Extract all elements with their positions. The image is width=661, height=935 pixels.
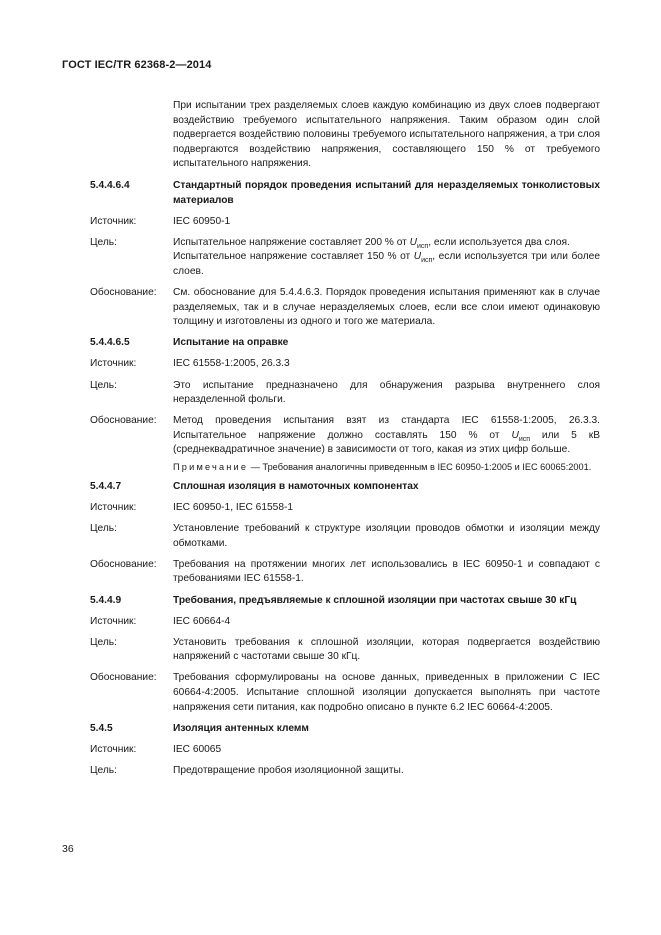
- purpose-value: Предотвращение пробоя изоляционной защиты.: [173, 764, 404, 776]
- section-title: Испытание на оправке: [173, 337, 289, 349]
- purpose-label: Цель:: [90, 636, 117, 648]
- source-row: [62, 743, 600, 758]
- document-header: ГОСТ IEC/TR 62368-2—2014: [62, 59, 212, 71]
- rationale-value: Требования сформулированы на основе данных, приведенных в приложении С IEC 60664-4:2005. Испытание сплошной изоляции допускается выполнять при частоте напряжения сети питания, как подробно описано в пункте 6.2 IEC 60664-4:2005.: [173, 672, 600, 713]
- intro-paragraph: При испытании трех разделяемых слоев каждую комбинацию из двух слоев подвергают воздействию требуемого испытательного напряжения. Таким образом один слой подвергается воздействию половины требуемого испытательного напряжения, а три слоя подвергаются воздействию напряжения, составляющего 150 % от требуемого испытательного напряжения.: [173, 100, 600, 170]
- purpose-row: [62, 236, 600, 280]
- rationale-label: Обоснование:: [90, 415, 157, 427]
- purpose-row: [62, 636, 600, 665]
- rationale-row: [62, 286, 600, 330]
- purpose-value: Установить требования к сплошной изоляции, которая подвергается воздействию напряжений с частотами свыше 30 кГц.: [173, 636, 600, 663]
- purpose-label: Цель:: [90, 764, 117, 776]
- purpose-label: Цель:: [90, 379, 117, 391]
- purpose-row: [62, 764, 600, 779]
- purpose-label: Цель:: [90, 236, 117, 248]
- purpose-value: Это испытание предназначено для обнаружения разрыва внутреннего слоя неразделенной фольги.: [173, 379, 600, 406]
- rationale-label: Обоснование:: [90, 287, 157, 299]
- purpose-value: [173, 236, 600, 280]
- source-value: IEC 60950-1, IEC 61558-1: [173, 502, 294, 514]
- rationale-row: [62, 558, 600, 587]
- purpose-value: Установление требований к структуре изоляции проводов обмотки и изоляции между обмотками.: [173, 523, 600, 549]
- rationale-label: Обоснование:: [90, 672, 157, 684]
- section-number: 5.4.4.9: [90, 594, 122, 606]
- section-number: 5.4.5: [90, 722, 113, 734]
- note-label: Примечание: [173, 461, 249, 472]
- section-heading: [62, 594, 600, 609]
- purpose-line-two-layers: Испытательное напряжение составляет 200 % от $U_{исп}$, если используется два слоя.: [173, 236, 570, 250]
- source-value: IEC 61558-1:2005, 26.3.3: [173, 358, 290, 370]
- source-value: IEC 60065: [173, 743, 222, 755]
- purpose-row: [62, 379, 600, 408]
- rationale-value: Метод проведения испытания взят из стандарта IEC 61558-1:2005, 26.3.3. Испытательное напряжение должно составлять 150 % от $U_{исп}$ или 5 кВ (среднеквадратичное значение) в зависимости от того, какая из этих цифр больше. Примечание — Требования аналогичны приведенным в IEC 60950-1:2005 и IEC 60065:2001.: [173, 415, 600, 472]
- purpose-line-three-layers: Испытательное напряжение составляет 150 % от $U_{исп}$, если используется три или более слоев.: [173, 251, 600, 277]
- section-heading: [62, 480, 600, 495]
- document-body: [62, 99, 600, 785]
- section-number: 5.4.4.6.4: [90, 179, 130, 191]
- section-title: Изоляция антенных клемм: [173, 722, 309, 734]
- purpose-label: Цель:: [90, 523, 117, 535]
- source-label: Источник:: [90, 502, 137, 514]
- section-heading: [62, 336, 600, 351]
- section-title: Сплошная изоляция в намоточных компонентах: [173, 480, 419, 492]
- section-number: 5.4.4.7: [90, 480, 122, 492]
- rationale-row: [62, 671, 600, 715]
- source-row: [62, 357, 600, 372]
- page-number: 36: [62, 843, 74, 855]
- section-number: 5.4.4.6.5: [90, 337, 130, 349]
- source-value: IEC 60664-4: [173, 615, 231, 627]
- section-title: Требования, предъявляемые к сплошной изоляции при частотах свыше 30 кГц: [173, 594, 577, 606]
- source-row: [62, 215, 600, 230]
- section-title: Стандартный порядок проведения испытаний для неразделяемых тонколистовых материалов: [173, 179, 600, 206]
- rationale-value: Требования на протяжении многих лет использовались в IEC 60950-1 и совпадают с требованиями IEC 61558-1.: [173, 558, 600, 585]
- rationale-value: См. обоснование для 5.4.4.6.3. Порядок проведения испытания применяют как в случае разделяемых, так и в случае неразделяемых слоев, если все слои имеют одинаковую толщину и изготовлены из одного и того же материала.: [173, 287, 600, 328]
- source-row: [62, 615, 600, 630]
- section-heading: [62, 179, 600, 208]
- purpose-row: [62, 522, 600, 551]
- rationale-row: [62, 414, 600, 473]
- rationale-label: Обоснование:: [90, 558, 157, 570]
- source-row: [62, 501, 600, 516]
- note: [173, 461, 600, 474]
- source-label: Источник:: [90, 215, 137, 227]
- note-text: — Требования аналогичны приведенным в IEC 60950-1:2005 и IEC 60065:2001.: [248, 461, 592, 472]
- source-label: Источник:: [90, 615, 137, 627]
- source-label: Источник:: [90, 743, 137, 755]
- source-value: IEC 60950-1: [173, 215, 231, 227]
- source-label: Источник:: [90, 358, 137, 370]
- section-heading: [62, 722, 600, 737]
